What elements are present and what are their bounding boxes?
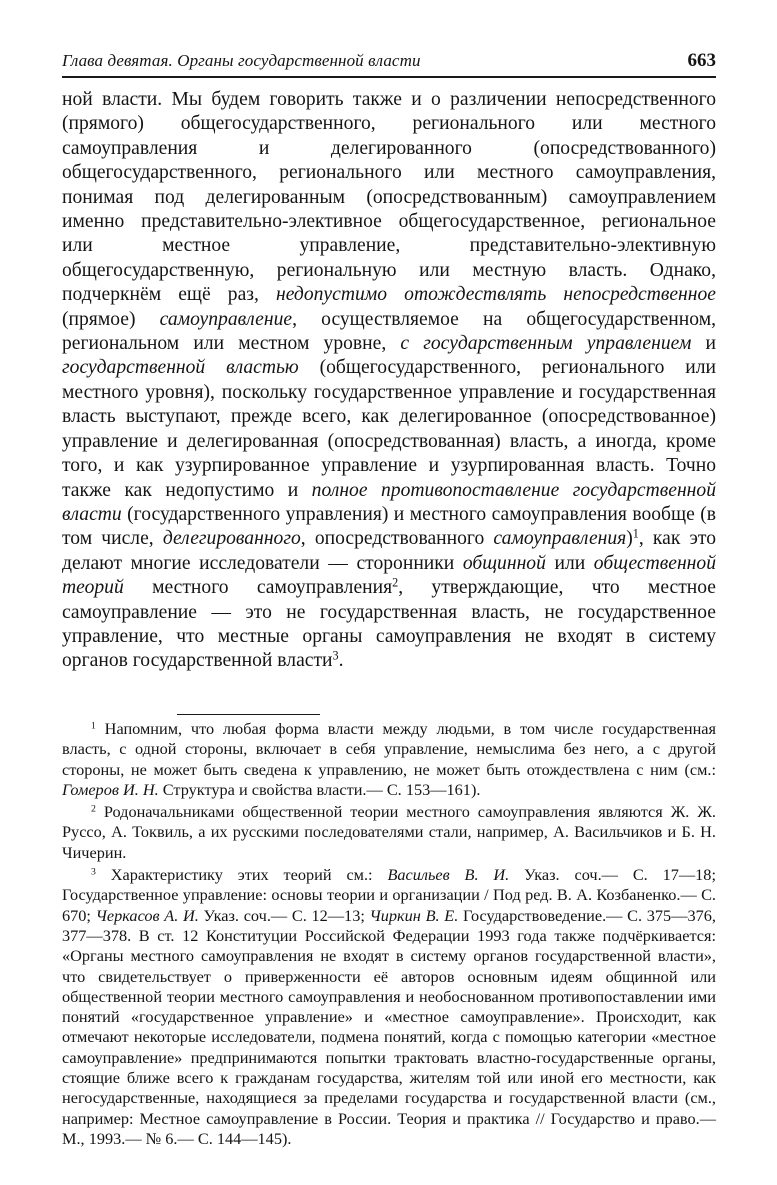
- footnote-mark: 1: [91, 720, 96, 732]
- main-text: [62, 88, 716, 674]
- text-run: или: [545, 552, 594, 574]
- emphasis: самоуправление: [159, 308, 293, 330]
- footnote-mark: 2: [91, 803, 96, 815]
- cited-author: Чиркин В. Е.: [369, 905, 459, 925]
- text-run: .: [338, 650, 344, 672]
- footnote-1: [62, 719, 716, 800]
- text-run: (государственного управления) и местного самоуправления вообще (в том числе,: [62, 503, 716, 550]
- running-header: [62, 46, 716, 78]
- text-run: ной власти. Мы будем говорить также и о различении непосредственного (прямого) общегосударственного, регионального или местного самоуправления и делегированного (опосредствованного) общегосударственного, регионального или местного самоуправления, понимая под делегированным (опосредствованным) самоуправлением именно представительно-элективное общегосударственное, региональное или местное управление, представительно-элективную общегосударственную, региональную или местную власть. Однако, подчеркнём ещё раз,: [62, 89, 716, 306]
- cited-author: Гомеров И. Н.: [62, 779, 159, 799]
- running-title: Глава девятая. Органы государственной власти: [62, 51, 421, 70]
- footnote-ref-3[interactable]: 3: [332, 648, 339, 663]
- footnote-ref-2[interactable]: 2: [392, 575, 399, 590]
- paragraph: [62, 88, 716, 674]
- footnote-text: Характеристику этих теорий см.:: [95, 865, 388, 885]
- cited-author: Васильев В. И.: [387, 865, 510, 885]
- text-run: ): [626, 528, 633, 550]
- footnote-ref-1[interactable]: 1: [632, 526, 639, 541]
- emphasis: общественной теорий: [62, 552, 716, 599]
- text-run: местного самоуправления: [123, 577, 393, 599]
- emphasis: делегированного: [162, 528, 301, 550]
- emphasis: недопустимо отождествлять непосредственное: [276, 284, 716, 306]
- emphasis: полное противопоставление государственной власти: [62, 479, 716, 525]
- footnotes: [62, 719, 716, 1151]
- footnote-text: Государствоведение.— С. 375—376, 377—378. В ст. 12 Конституции Российской Федерации 1993 года также подчёркивается: «Органы местного самоуправления не входят в систему органов государственной власти», что свидетельствует о приверженности её авторов основным идеям общинной или общественной теории местного самоуправления и необоснованном противопоставлении ими понятий «государственное управление» и «местное самоуправление». Происходит, как отмечают некоторые исследователи, подмена понятий, когда с помощью категории «местное самоуправление» предпринимаются попытки трактовать властно-государственные органы, стоящие ближе всего к гражданам государства, жителям той или иной его местности, как негосударственные, находящиеся за пределами государства и государственной власти (см., например: Местное самоуправление в России. Теория и практика // Государство и право.— М., 1993.— № 6.— С. 144—145).: [62, 905, 716, 1148]
- cited-author: Черкасов А. И.: [95, 905, 199, 925]
- emphasis: общинной: [462, 552, 546, 574]
- footnote-2: [62, 802, 716, 863]
- text-run: , опосредствованного: [300, 528, 494, 550]
- footnote-3: [62, 865, 716, 1149]
- footnote-text: Структура и свойства власти.— С. 153—161).: [158, 779, 481, 799]
- page-number: 663: [687, 50, 716, 71]
- footnote-text: Указ. соч.— С. 12—13;: [198, 905, 370, 925]
- emphasis: самоуправления: [493, 528, 627, 550]
- text-run: и: [691, 333, 716, 355]
- text-run: , утверждающие, что местное самоуправление — это не государственная власть, не государственное управление, что местные органы самоуправления не входят в систему органов государственной власти: [62, 577, 716, 672]
- emphasis: с государственным управлением: [400, 333, 692, 355]
- footnote-text: Указ. соч.— С. 17—18; Государственное управление: основы теории и организации / Под ред. В. А. Козбаненко.— С. 670;: [62, 865, 716, 925]
- text-run: , осуществляемое на общегосударственном, региональном или местном уровне,: [62, 308, 716, 355]
- footnote-mark: 3: [91, 866, 96, 878]
- footnote-text: Родоначальниками общественной теории местного самоуправления являются Ж. Ж. Руссо, А. Токвиль, а их русскими последователями стали, например, А. Васильчиков и Б. Н. Чичерин.: [62, 802, 716, 862]
- footnote-text: Напомним, что любая форма власти между людьми, в том числе государственная власть, с одной стороны, включает в себя управление, немыслима без него, а с другой стороны, не может быть сведена к управлению, не может быть отождествлена с ним (см.:: [62, 719, 716, 779]
- footnote-divider: [177, 714, 320, 715]
- text-run: (прямое): [62, 308, 160, 330]
- text-run: , как это делают многие исследователи — сторонники: [62, 528, 716, 574]
- text-run: (общегосударственного, регионального или местного уровня), поскольку государственное управление и государственная власть выступают, прежде всего, как делегированное (опосредствованное) управление и делегированная (опосредствованная) власть, а иногда, кроме того, и как узурпированное управление и узурпированная власть. Точно также как недопустимо и: [62, 357, 717, 501]
- emphasis: государственной властью: [62, 357, 299, 379]
